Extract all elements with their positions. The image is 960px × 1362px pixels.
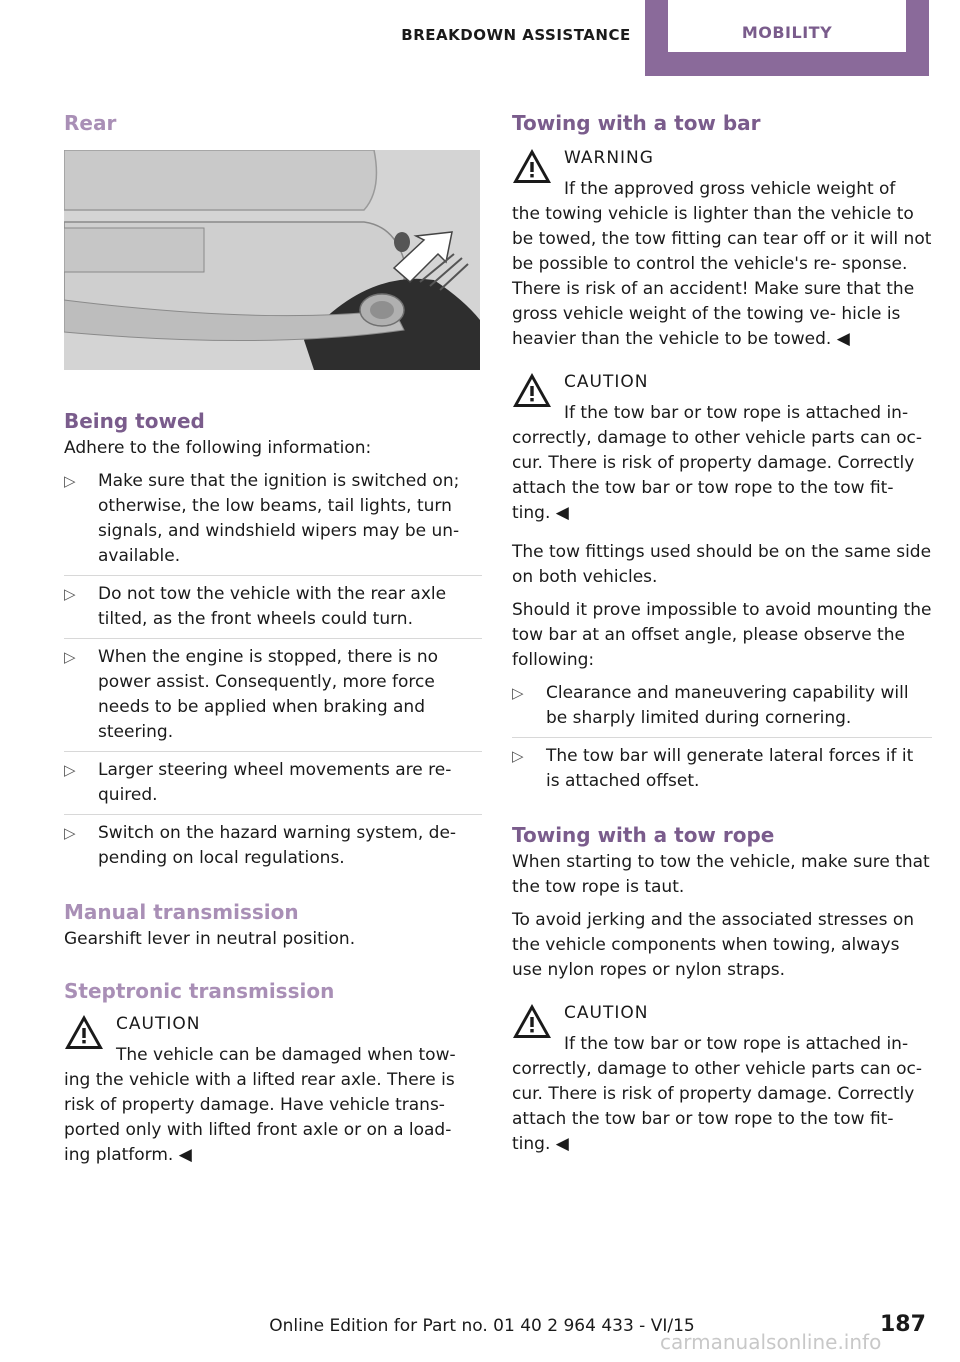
triangle-right-icon: ▷ <box>64 648 76 666</box>
being-towed-intro: Adhere to the following information: <box>64 438 372 458</box>
towrope-text-2: To avoid jerking and the associated stresses on the vehicle components when towing, always use nylon ropes or nylon straps. <box>512 910 915 980</box>
triangle-right-icon: ▷ <box>64 585 76 603</box>
notice-text: If the approved gross vehicle weight of the towing vehicle is lighter than the vehicle to be towed, the tow fitting can tear off or it will not be possible to control the vehicle's re‐ sponse. There is risk of an accident! Make sure that the gross vehicle weight of the towing ve‐ hicle is heavier than the vehicle to be towed. ◀ <box>512 179 932 349</box>
towrope-text-1: When starting to tow the vehicle, make sure that the tow rope is taut. <box>512 852 930 897</box>
triangle-right-icon: ▷ <box>64 761 76 779</box>
list-item: ▷ Do not tow the vehicle with the rear axle tilted, as the front wheels could turn. <box>64 582 482 639</box>
list-item: ▷ Clearance and maneuvering capability will be sharply limited during cornering. <box>512 681 932 738</box>
list-item: ▷ The tow bar will generate lateral forces if it is attached offset. <box>512 746 914 791</box>
manual-transmission-heading: Manual transmission <box>64 900 299 924</box>
manual-transmission-text: Gearshift lever in neutral position. <box>64 929 356 949</box>
notice-label: CAUTION <box>116 1014 201 1034</box>
car-rear-drawing <box>64 150 480 370</box>
offset-list <box>512 681 932 800</box>
warning-triangle-icon <box>512 1003 552 1039</box>
steptronic-heading: Steptronic transmission <box>64 979 335 1003</box>
list-item: ▷ Make sure that the ignition is switched on; otherwise, the low beams, tail lights, turn signals, and windshield wipers may be un‐ available. <box>64 469 482 576</box>
list-item: ▷ Switch on the hazard warning system, de‐ pending on local regulations. <box>64 823 457 868</box>
footer-edition: Online Edition for Part no. 01 40 2 964 433 - VI/15 <box>269 1316 695 1336</box>
notice-label: CAUTION <box>564 1003 649 1023</box>
towbar-warning-notice <box>512 146 932 352</box>
warning-triangle-icon <box>512 372 552 408</box>
notice-text: If the tow bar or tow rope is attached in‐ correctly, damage to other vehicle parts can oc‐ cur. There is risk of property damage. Correctly attach the tow bar or tow rope to the tow fit‐ ting. ◀ <box>512 403 923 523</box>
running-header-section: BREAKDOWN ASSISTANCE <box>401 26 631 44</box>
watermark: carmanualsonline.info <box>660 1330 882 1354</box>
towrope-caution-notice <box>512 1001 932 1157</box>
tow-fittings-text: The tow fittings used should be on the same side on both vehicles. <box>512 542 932 587</box>
steptronic-caution-notice <box>64 1012 482 1168</box>
towbar-heading: Towing with a tow bar <box>512 111 761 135</box>
notice-label: CAUTION <box>564 372 649 392</box>
chapter-tab-label[interactable]: MOBILITY <box>668 0 906 52</box>
rear-tow-fitting-illustration <box>64 150 480 370</box>
warning-triangle-icon <box>64 1014 104 1050</box>
list-item: ▷ Larger steering wheel movements are re‐ quired. <box>64 758 482 815</box>
triangle-right-icon: ▷ <box>64 824 76 842</box>
list-item: ▷ When the engine is stopped, there is no power assist. Consequently, more force needs to be applied when braking and steering. <box>64 645 482 752</box>
towrope-heading: Towing with a tow rope <box>512 823 775 847</box>
notice-label: WARNING <box>564 148 654 168</box>
being-towed-heading: Being towed <box>64 409 205 433</box>
triangle-right-icon: ▷ <box>512 684 524 702</box>
warning-triangle-icon <box>512 148 552 184</box>
page-number: 187 <box>880 1312 926 1337</box>
notice-text: The vehicle can be damaged when tow‐ ing the vehicle with a lifted rear axle. There is risk of property damage. Have vehicle trans‐ ported only with lifted front axle or on a load‐ ing platform. ◀ <box>64 1045 456 1165</box>
left-column <box>64 108 482 1168</box>
towbar-caution-notice <box>512 370 932 526</box>
notice-text: If the tow bar or tow rope is attached in‐ correctly, damage to other vehicle parts can oc‐ cur. There is risk of property damage. Correctly attach the tow bar or tow rope to the tow fit‐ ting. ◀ <box>512 1034 923 1154</box>
triangle-right-icon: ▷ <box>64 472 76 490</box>
right-column <box>512 108 932 1157</box>
being-towed-list <box>64 469 482 877</box>
offset-angle-text: Should it prove impossible to avoid mounting the tow bar at an offset angle, please observe the following: <box>512 600 932 670</box>
rear-heading: Rear <box>64 111 117 135</box>
triangle-right-icon: ▷ <box>512 747 524 765</box>
